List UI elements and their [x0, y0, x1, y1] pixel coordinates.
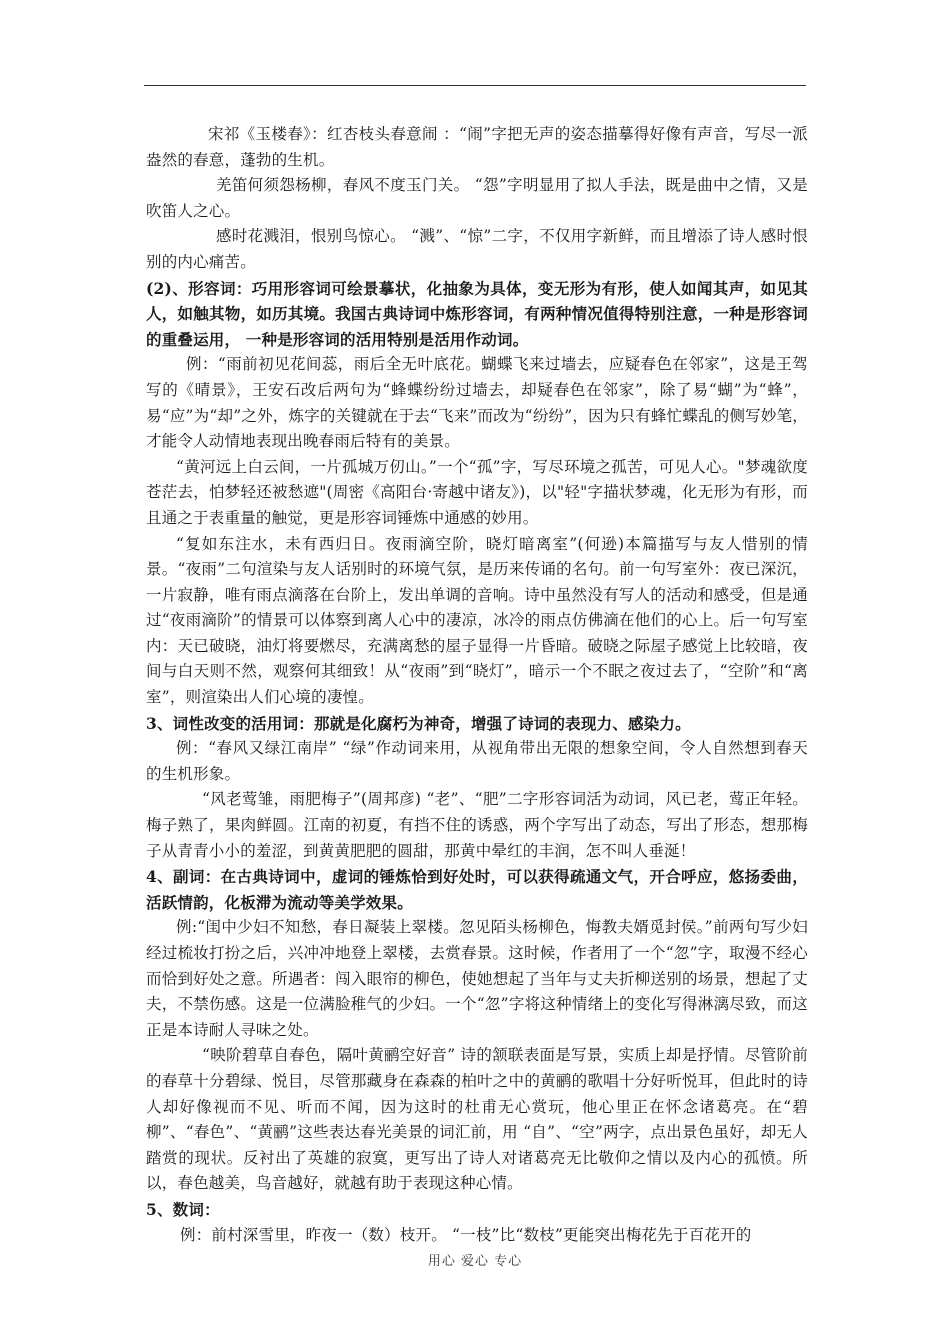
document-body: [146, 122, 808, 1248]
paragraph-yingjie: “映阶碧草自春色，隔叶黄鹂空好音” 诗的颔联表面是写景，实质上却是抒情。尽管阶前的春草十分碧绿、悦目，尽管那藏身在森森的柏叶之中的黄鹂的歌唱十分好听悦耳，但此时的诗人却好像视而不见、听而不闻，因为这时的杜甫无心赏玩，他心里正在怀念诸葛亮。在“碧柳”、“春色”、“黄鹂”这些表达春光美景的词汇前，用 “自”、“空”两字，点出景色虽好，却无人踏赏的现状。反衬出了英雄的寂寞，更写出了诗人对诸葛亮无比敬仰之情以及内心的孤愤。所以，春色越美，鸟音越好，就越有助于表现这种心情。: [146, 1046, 808, 1193]
paragraph-chunfeng: 例：“春风又绿江南岸” “绿”作动词来用，从视角带出无限的想象空间，令人自然想到春天的生机形象。: [146, 739, 808, 783]
section-heading-adjectives: (2)、形容词：巧用形容词可绘景摹状，化抽象为具体，变无形为有形，使人如闻其声，如见其人，如触其物，如历其境。我国古典诗词中炼形容词，有两种情况值得特别注意，一种是形容词的重叠运用， 一种是形容词的活用特别是活用作动词。: [146, 278, 808, 349]
header-rule: [144, 85, 806, 86]
paragraph-qingjing: 例：“雨前初见花间蕊，雨后全无叶底花。蝴蝶飞来过墙去，应疑春色在邻家”，这是王驾写的《晴景》，王安石改后两句为“蜂蝶纷纷过墙去，却疑春色在邻家”，除了易“蝴”为“蜂”，易“应”为“却”之外，炼字的关键就在于去“飞来”而改为“纷纷”，因为只有蜂忙蝶乱的侧写妙笔，才能令人动情地表现出晚春雨后特有的美景。: [146, 355, 808, 451]
section-heading-adverbs: 4、副词：在古典诗词中，虚词的锤炼恰到好处时，可以获得疏通文气，开合呼应，悠扬委曲，活跃情韵，化板滞为流动等美学效果。: [146, 867, 808, 912]
paragraph-yulouchun: 宋祁《玉楼春》：红杏枝头春意闹 ：“闹”字把无声的姿态描摹得好像有声音，写尽一派盎然的春意，蓬勃的生机。: [146, 125, 808, 169]
section-heading-conversion: 3、词性改变的活用词：那就是化腐朽为神奇，增强了诗词的表现力、感染力。: [146, 713, 691, 733]
paragraph-guizhong: 例:“闺中少妇不知愁，春日凝装上翠楼。忽见陌头杨柳色，悔教夫婿觅封侯。”前两句写少妇经过梳妆打扮之后，兴冲冲地登上翠楼，去赏春景。这时候，作者用了一个“忽”字，取漫不经心而恰到好处之意。所遇者：闯入眼帘的柳色，使她想起了当年与丈夫折柳送别的场景，想起了丈夫，不禁伤感。这是一位满脸稚气的少妇。一个“忽”字将这种情绪上的变化写得淋漓尽致，而这正是本诗耐人寻味之处。: [146, 918, 808, 1039]
paragraph-qiangdi: 羌笛何须怨杨柳，春风不度玉门关。 “怨”字明显用了拟人手法，既是曲中之情，又是吹笛人之心。: [146, 176, 808, 220]
paragraph-ganshi: 感时花溅泪，恨别鸟惊心。 “溅”、“惊”二字，不仅用字新鲜，而且增添了诗人感时恨别的内心痛苦。: [146, 227, 808, 271]
section-heading-numerals: 5、数词：: [146, 1199, 220, 1219]
paragraph-hexun: “复如东注水，未有西归日。夜雨滴空阶，晓灯暗离室”(何逊)本篇描写与友人惜别的情景。“夜雨”二句渲染与友人话别时的环境气氛，是历来传诵的名句。前一句写室外：夜已深沉，一片寂静，唯有雨点滴落在台阶上，发出单调的音响。诗中虽然没有写人的活动和感受，但是通过“夜雨滴阶”的情景可以体察到离人心中的凄凉，冰冷的雨点仿佛滴在他们的心上。后一句写室内：天已破晓，油灯将要燃尽，充满离愁的屋子显得一片昏暗。破晓之际屋子感觉上比较暗，夜间与白天则不然，观察何其细致！从“夜雨”到“晓灯”，暗示一个不眠之夜过去了，“空阶”和“离室”，则渲染出人们心境的凄惶。: [146, 534, 808, 707]
paragraph-fenglao: “风老莺雏，雨肥梅子”(周邦彦) “老”、“肥”二字形容词活为动词，风已老，莺正年轻。梅子熟了，果肉鲜圆。江南的初夏，有挡不住的诱惑，两个字写出了动态，写出了形态，想那梅子从青青小小的羞涩，到黄黄肥肥的圆甜，那黄中晕红的丰润，怎不叫人垂涎！: [146, 790, 808, 860]
paragraph-qiancun: 例：前村深雪里，昨夜一（数）枝开。 “一枝”比“数枝”更能突出梅花先于百花开的: [180, 1225, 752, 1244]
page-footer: 用心 爱心 专心: [427, 1254, 523, 1269]
paragraph-huanghe: “黄河远上白云间，一片孤城万仞山。”一个“孤”字，写尽环境之孤苦，可见人心。"梦魂欲度苍茫去，怕梦轻还被愁遮"(周密《高阳台·寄越中诸友》)，以"轻"字描状梦魂，化无形为有形，而且通之于表重量的触觉，更是形容词锤炼中通感的妙用。: [146, 457, 808, 527]
